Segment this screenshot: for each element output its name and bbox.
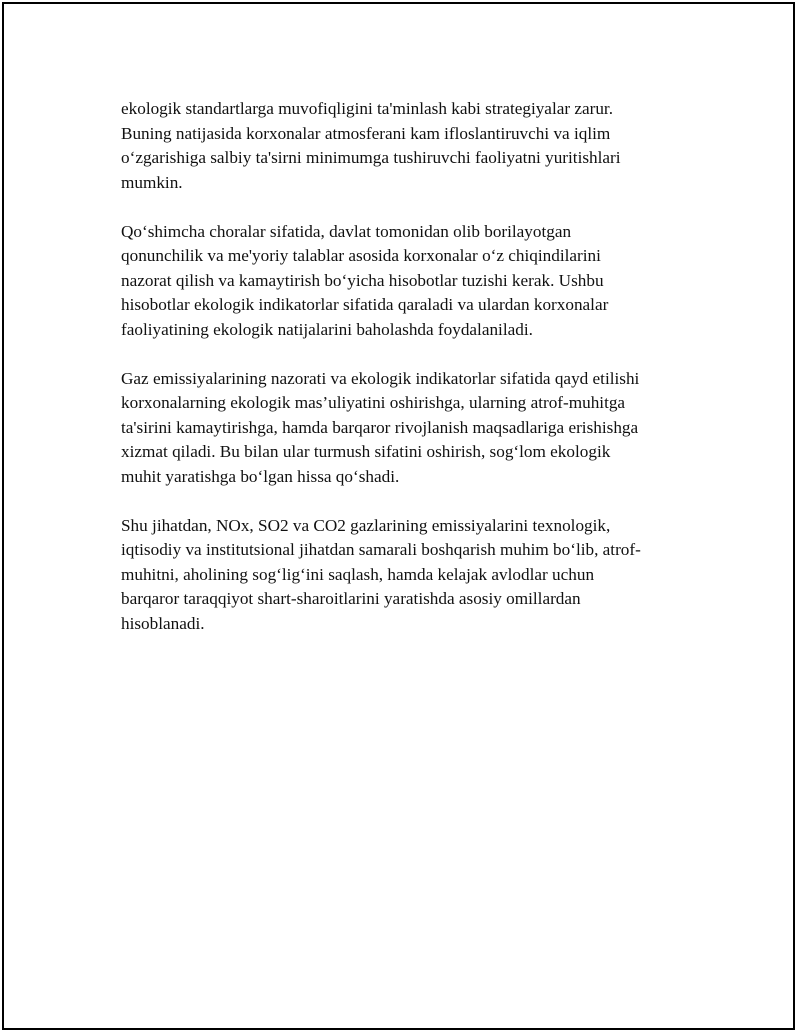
text-line: ekologik standartlarga muvofiqligini ta'minlash kabi strategiyalar zarur. bbox=[121, 99, 614, 118]
text-line: hisobotlar ekologik indikatorlar sifatida qaraladi va ulardan korxonalar bbox=[121, 295, 609, 314]
paragraph-3 bbox=[121, 367, 681, 490]
text-line: Shu jihatdan, NOx, SO2 va CO2 gazlarining emissiyalarini texnologik, bbox=[121, 515, 611, 535]
text-line: xizmat qiladi. Bu bilan ular turmush sifatini oshirish, sog‘lom ekologik bbox=[121, 442, 611, 461]
text-line: Qo‘shimcha choralar sifatida, davlat tomonidan olib borilayotgan bbox=[121, 221, 572, 241]
text-line: mumkin. bbox=[121, 172, 183, 192]
text-line: iqtisodiy va institutsional jihatdan samarali boshqarish muhim bo‘lib, atrof- bbox=[121, 540, 641, 559]
paragraph-4 bbox=[121, 514, 681, 637]
paragraph-2 bbox=[121, 220, 681, 343]
paragraph-1 bbox=[121, 97, 681, 195]
text-line: Gaz emissiyalarining nazorati va ekologik indikatorlar sifatida qayd etilishi bbox=[121, 368, 640, 388]
text-line: muhitni, aholining sog‘lig‘ini saqlash, hamda kelajak avlodlar uchun bbox=[121, 564, 595, 584]
text-line: hisoblanadi. bbox=[121, 613, 205, 633]
page-frame bbox=[2, 2, 795, 1030]
text-line: ta'sirini kamaytirishga, hamda barqaror rivojlanish maqsadlariga erishishga bbox=[121, 417, 639, 437]
document-body bbox=[121, 97, 681, 661]
text-line: barqaror taraqqiyot shart-sharoitlarini yaratishda asosiy omillardan bbox=[121, 589, 581, 608]
text-line: o‘zgarishiga salbiy ta'sirni minimumga tushiruvchi faoliyatni yuritishlari bbox=[121, 148, 621, 167]
text-line: korxonalarning ekologik mas’uliyatini oshirishga, ularning atrof-muhitga bbox=[121, 393, 626, 412]
text-line: Buning natijasida korxonalar atmosferani kam ifloslantiruvchi va iqlim bbox=[121, 123, 611, 143]
text-line: qonunchilik va me'yoriy talablar asosida korxonalar o‘z chiqindilarini bbox=[121, 246, 601, 265]
text-line: faoliyatining ekologik natijalarini baholashda foydalaniladi. bbox=[121, 319, 533, 339]
text-line: muhit yaratishga bo‘lgan hissa qo‘shadi. bbox=[121, 466, 400, 486]
text-line: nazorat qilish va kamaytirish bo‘yicha hisobotlar tuzishi kerak. Ushbu bbox=[121, 270, 604, 290]
